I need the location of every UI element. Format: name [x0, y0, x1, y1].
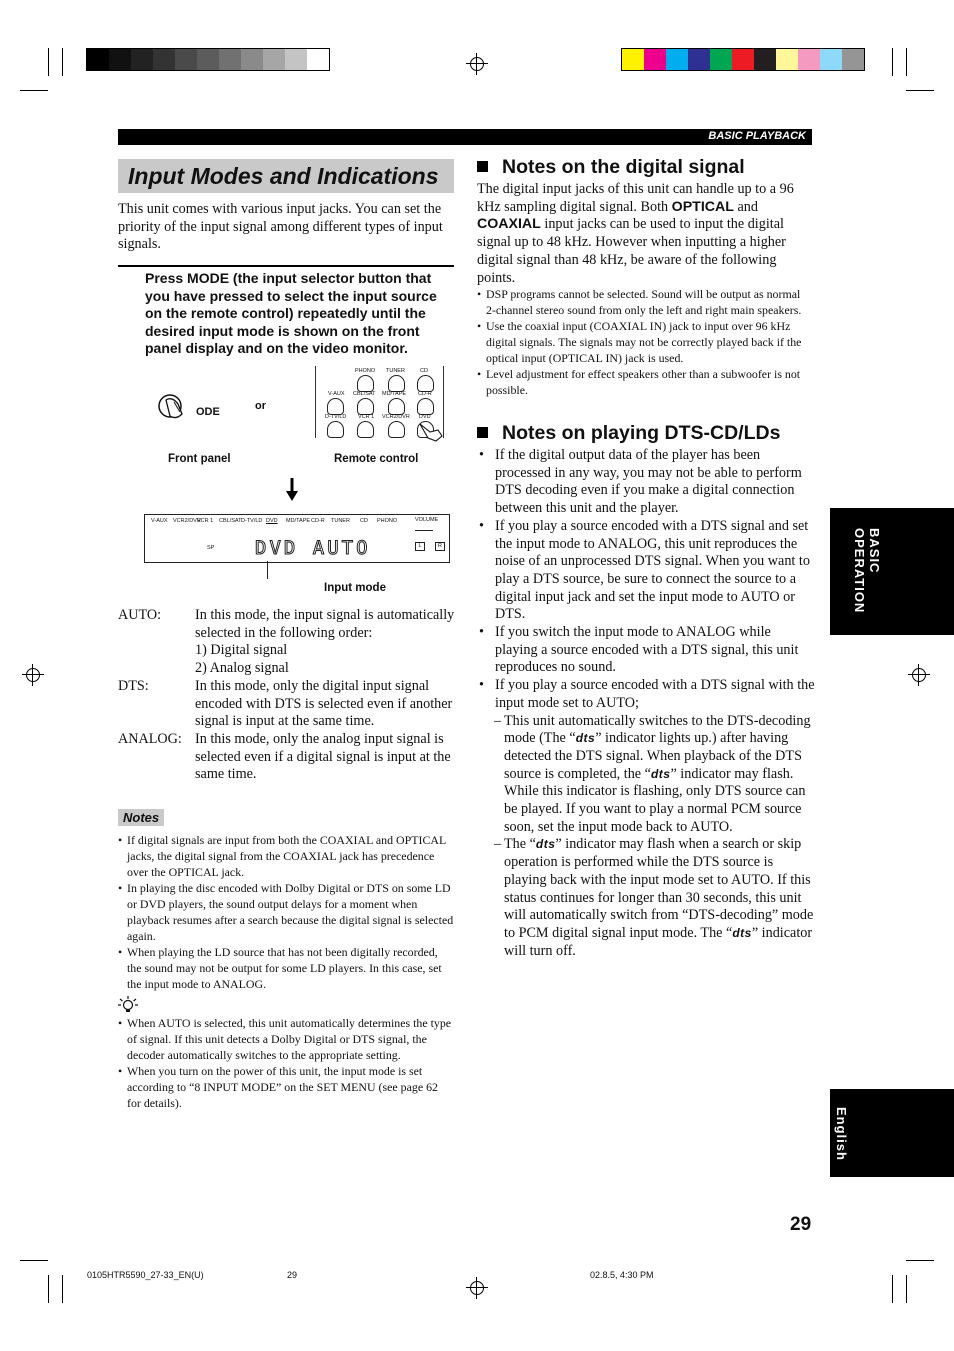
- mode-auto: [118, 607, 458, 678]
- gray-swatch: [241, 49, 263, 70]
- gray-swatch: [153, 49, 175, 70]
- notes-heading: Notes: [118, 809, 164, 826]
- remote-button-cd[interactable]: [417, 375, 434, 392]
- digital-point: • Use the coaxial input (COAXIAL IN) jack to input over 96 kHz digital signals. The signals may not be correctly played back if the optical input (OPTICAL IN) jack is used.: [477, 318, 813, 366]
- remote-label: PHONO: [355, 368, 376, 374]
- gray-swatch: [109, 49, 131, 70]
- display-input-label: CBL/SAT: [219, 518, 242, 524]
- color-swatch: [798, 49, 820, 70]
- dts-subpoint-text: This unit automatically switches to the DTS-decoding mode (The “: [504, 712, 811, 747]
- footer-page: 29: [287, 1270, 298, 1280]
- volume-meter: [415, 524, 433, 531]
- mode-desc: 1) Digital signal: [195, 642, 288, 659]
- remote-label: DVD: [419, 414, 431, 420]
- color-calibration-bar: [621, 48, 865, 71]
- remote-button-v-aux[interactable]: [327, 398, 344, 415]
- dts-title: Notes on playing DTS-CD/LDs: [502, 422, 781, 444]
- note-item: • If digital signals are input from both the COAXIAL and OPTICAL jacks, the digital signal from the COAXIAL jack has precedence over the OPTICAL jack.: [118, 832, 454, 880]
- dts-subpoint: [495, 713, 815, 837]
- display-input-label: VCR 1: [197, 518, 214, 524]
- dts-subpoint-text: ” indicator may flash. While this indicator is flashing, only DTS source can be played. If you want to play a normal PCM source soon, set the input mode back to AUTO.: [504, 765, 806, 835]
- page-title: Input Modes and Indications: [128, 163, 439, 189]
- color-swatch: [842, 49, 864, 70]
- registration-mark-icon: [466, 53, 488, 75]
- dts-subpoint-text: The “: [504, 836, 536, 853]
- dts-subpoint: [495, 836, 815, 960]
- section-header: BASIC PLAYBACK: [708, 130, 806, 142]
- dts-points: [477, 447, 815, 960]
- digital-intro-text: and: [737, 198, 758, 215]
- display-input-label: CD-R: [311, 518, 325, 524]
- color-swatch: [644, 49, 666, 70]
- coaxial-term: COAXIAL: [477, 216, 541, 233]
- mode-analog: [118, 731, 458, 784]
- gray-swatch: [175, 49, 197, 70]
- dts-point: • If the digital output data of the player has been processed in any way, you may not be able to perform DTS decoding even if you make a digital connection between this unit and the player.: [477, 447, 815, 518]
- remote-button-cbl-sat[interactable]: [357, 398, 374, 415]
- front-panel-label: Front panel: [168, 453, 231, 465]
- divider: [118, 265, 454, 267]
- registration-mark-icon: [22, 664, 44, 686]
- display-input-label: VCR2/DVR: [173, 518, 201, 524]
- digital-intro-text: input jacks can be used to input the digital signal up to 48 kHz. However when inputting a higher digital signal than 48 kHz, be aware of the following points.: [477, 216, 786, 286]
- color-swatch: [622, 49, 644, 70]
- remote-button-d-tv-ld[interactable]: [327, 421, 344, 438]
- dts-logo-icon: dts: [732, 925, 752, 940]
- color-swatch: [754, 49, 776, 70]
- display-text: DVD AUTO: [255, 537, 371, 559]
- r-indicator: R: [435, 542, 445, 551]
- instruction-text: Press MODE (the input selector button that you have pressed to select the input source on the remote control) repeatedly until the desired input mode is shown on the front panel display and on the video monitor.: [145, 270, 437, 357]
- digital-point: • Level adjustment for effect speakers other than a subwoofer is not possible.: [477, 366, 813, 398]
- remote-label: V-AUX: [328, 391, 345, 397]
- sp-indicator: SP: [207, 545, 215, 551]
- display-input-label: MD/TAPE: [286, 518, 311, 524]
- color-swatch: [732, 49, 754, 70]
- notes-list: [118, 832, 454, 992]
- tip-item: • When AUTO is selected, this unit automatically determines the type of signal. If this unit detects a Dolby Digital or DTS signal, the decoder automatically switches to the appropriate setting.: [118, 1015, 454, 1063]
- display-input-label: TUNER: [331, 518, 350, 524]
- remote-label: MD/TAPE: [382, 391, 407, 397]
- digital-intro: [477, 181, 817, 287]
- front-display-panel: [144, 514, 450, 563]
- mode-desc: In this mode, only the analog input signal is selected even if a digital signal is input at the same time.: [195, 730, 451, 783]
- remote-label: VCR 1: [358, 414, 375, 420]
- gray-swatch: [307, 49, 329, 70]
- dts-subpoint-text: ” indicator lights up.) after having detected the DTS signal. When playback of the DTS source is completed, the “: [504, 730, 802, 782]
- remote-button-vcr1[interactable]: [357, 421, 374, 438]
- dts-subpoint-text: ” indicator may flash when a search or skip operation is performed while the DTS source is playing back with the input mode set to AUTO. If this status continues for longer than 30 seconds, this unit will automatically switch from “DTS-decoding” mode to PCM digital signal input mode. The “: [504, 836, 814, 941]
- display-input-label: D-TV/LD: [241, 518, 263, 524]
- page-number: 29: [790, 1214, 812, 1235]
- digital-point: • DSP programs cannot be selected. Sound will be output as normal 2-channel stereo sound from only the left and right main speakers.: [477, 286, 813, 318]
- input-mode-label: Input mode: [324, 582, 386, 594]
- tips-list: [118, 1015, 454, 1111]
- remote-label: D-TV/LD: [325, 414, 347, 420]
- mode-dts: [118, 678, 458, 731]
- color-swatch: [688, 49, 710, 70]
- remote-control-label: Remote control: [334, 453, 419, 465]
- note-item: • In playing the disc encoded with Dolby Digital or DTS on some LD or DVD players, the sound output delays for a moment when playback resumes after a search because the digital signal is selected again.: [118, 880, 454, 944]
- page-title-box: [118, 159, 454, 193]
- mode-name: AUTO:: [118, 607, 162, 623]
- color-swatch: [710, 49, 732, 70]
- grayscale-calibration-bar: [86, 48, 330, 71]
- leader-line: [267, 561, 268, 579]
- dts-heading: [477, 421, 780, 445]
- remote-label: CD: [420, 368, 428, 374]
- l-indicator: L: [415, 542, 425, 551]
- remote-button-tuner[interactable]: [388, 375, 405, 392]
- modes-list: [118, 607, 458, 784]
- remote-label: VCR2/DVR: [382, 414, 410, 420]
- color-swatch: [820, 49, 842, 70]
- intro-paragraph: This unit comes with various input jacks. You can set the priority of the input signal among different types of input signals.: [118, 201, 443, 253]
- dts-subpoints: [477, 713, 815, 961]
- optical-term: OPTICAL: [671, 198, 734, 215]
- dts-logo-icon: dts: [650, 766, 671, 781]
- digital-signal-heading: [477, 155, 745, 179]
- side-tab-label: BASIC OPERATION: [852, 528, 882, 614]
- remote-button-md-tape[interactable]: [388, 398, 405, 415]
- gray-swatch: [197, 49, 219, 70]
- section-header-bar: [118, 129, 812, 145]
- dts-point: • If you play a source encoded with a DTS signal with the input mode set to AUTO;: [477, 677, 815, 712]
- remote-button-phono[interactable]: [357, 375, 374, 392]
- gray-swatch: [87, 49, 109, 70]
- gray-swatch: [263, 49, 285, 70]
- mode-desc: 2) Analog signal: [195, 660, 289, 677]
- dts-subpoint-text: ” indicator will turn off.: [504, 924, 813, 959]
- remote-label: CD-R: [418, 391, 432, 397]
- color-swatch: [666, 49, 688, 70]
- side-tab-english: [830, 1089, 954, 1177]
- side-tab-label: English: [834, 1107, 849, 1161]
- dts-point: • If you switch the input mode to ANALOG while playing a source encoded with a DTS signal, this unit reproduces no sound.: [477, 624, 815, 677]
- display-input-label: DVD: [266, 518, 278, 524]
- gray-swatch: [131, 49, 153, 70]
- remote-outline: [315, 366, 316, 438]
- mode-name: DTS:: [118, 677, 149, 694]
- digital-intro-text: The digital input jacks of this unit can handle up to a 96 kHz sampling digital signal. Both: [477, 181, 794, 215]
- digital-points: [477, 286, 813, 398]
- pointing-hand-icon: [418, 420, 444, 447]
- display-input-label: V-AUX: [151, 518, 168, 524]
- mode-label: ODE: [196, 406, 220, 418]
- footer-file: 0105HTR5590_27-33_EN(U): [87, 1270, 204, 1280]
- gray-swatch: [219, 49, 241, 70]
- dts-logo-icon: dts: [535, 837, 556, 852]
- color-swatch: [776, 49, 798, 70]
- square-bullet-icon: [477, 161, 488, 172]
- remote-label: CBL/SAT: [353, 391, 376, 397]
- gray-swatch: [285, 49, 307, 70]
- dts-point: • If you play a source encoded with a DTS signal and set the input mode to ANALOG, this unit reproduces the noise of an unprocessed DTS signal. When you want to play a DTS source, be sure to connect the source to a digital input jack and set the input mode to AUTO or DTS.: [477, 518, 815, 624]
- dts-logo-icon: dts: [575, 731, 596, 746]
- mode-name: ANALOG:: [118, 730, 182, 747]
- or-label: or: [255, 400, 266, 412]
- mode-desc: In this mode, only the digital input signal encoded with DTS is selected even if another signal is input at the same time.: [195, 677, 453, 730]
- mode-desc: In this mode, the input signal is automatically selected in the following order:: [195, 607, 455, 641]
- remote-label: TUNER: [386, 368, 405, 374]
- display-input-label: CD: [360, 518, 368, 524]
- registration-mark-icon: [908, 664, 930, 686]
- remote-button-vcr2-dvr[interactable]: [388, 421, 405, 438]
- mode-knob-icon: [158, 394, 196, 427]
- note-item: • When playing the LD source that has not been digitally recorded, the sound may not be output for some LD players. In this case, set the input mode to ANALOG.: [118, 944, 454, 992]
- down-arrow-icon: [286, 478, 298, 507]
- side-tab-basic-operation: [830, 508, 954, 635]
- display-input-label: PHONO: [377, 518, 398, 524]
- square-bullet-icon: [477, 427, 488, 438]
- footer-date: 02.8.5, 4:30 PM: [590, 1270, 654, 1280]
- registration-mark-icon: [466, 1277, 488, 1299]
- digital-signal-title: Notes on the digital signal: [502, 156, 745, 178]
- volume-label: VOLUME: [415, 517, 439, 523]
- remote-button-cd-r[interactable]: [417, 398, 434, 415]
- tip-item: • When you turn on the power of this unit, the input mode is set according to “8 INPUT MODE” on the SET MENU (see page 62 for details).: [118, 1063, 454, 1111]
